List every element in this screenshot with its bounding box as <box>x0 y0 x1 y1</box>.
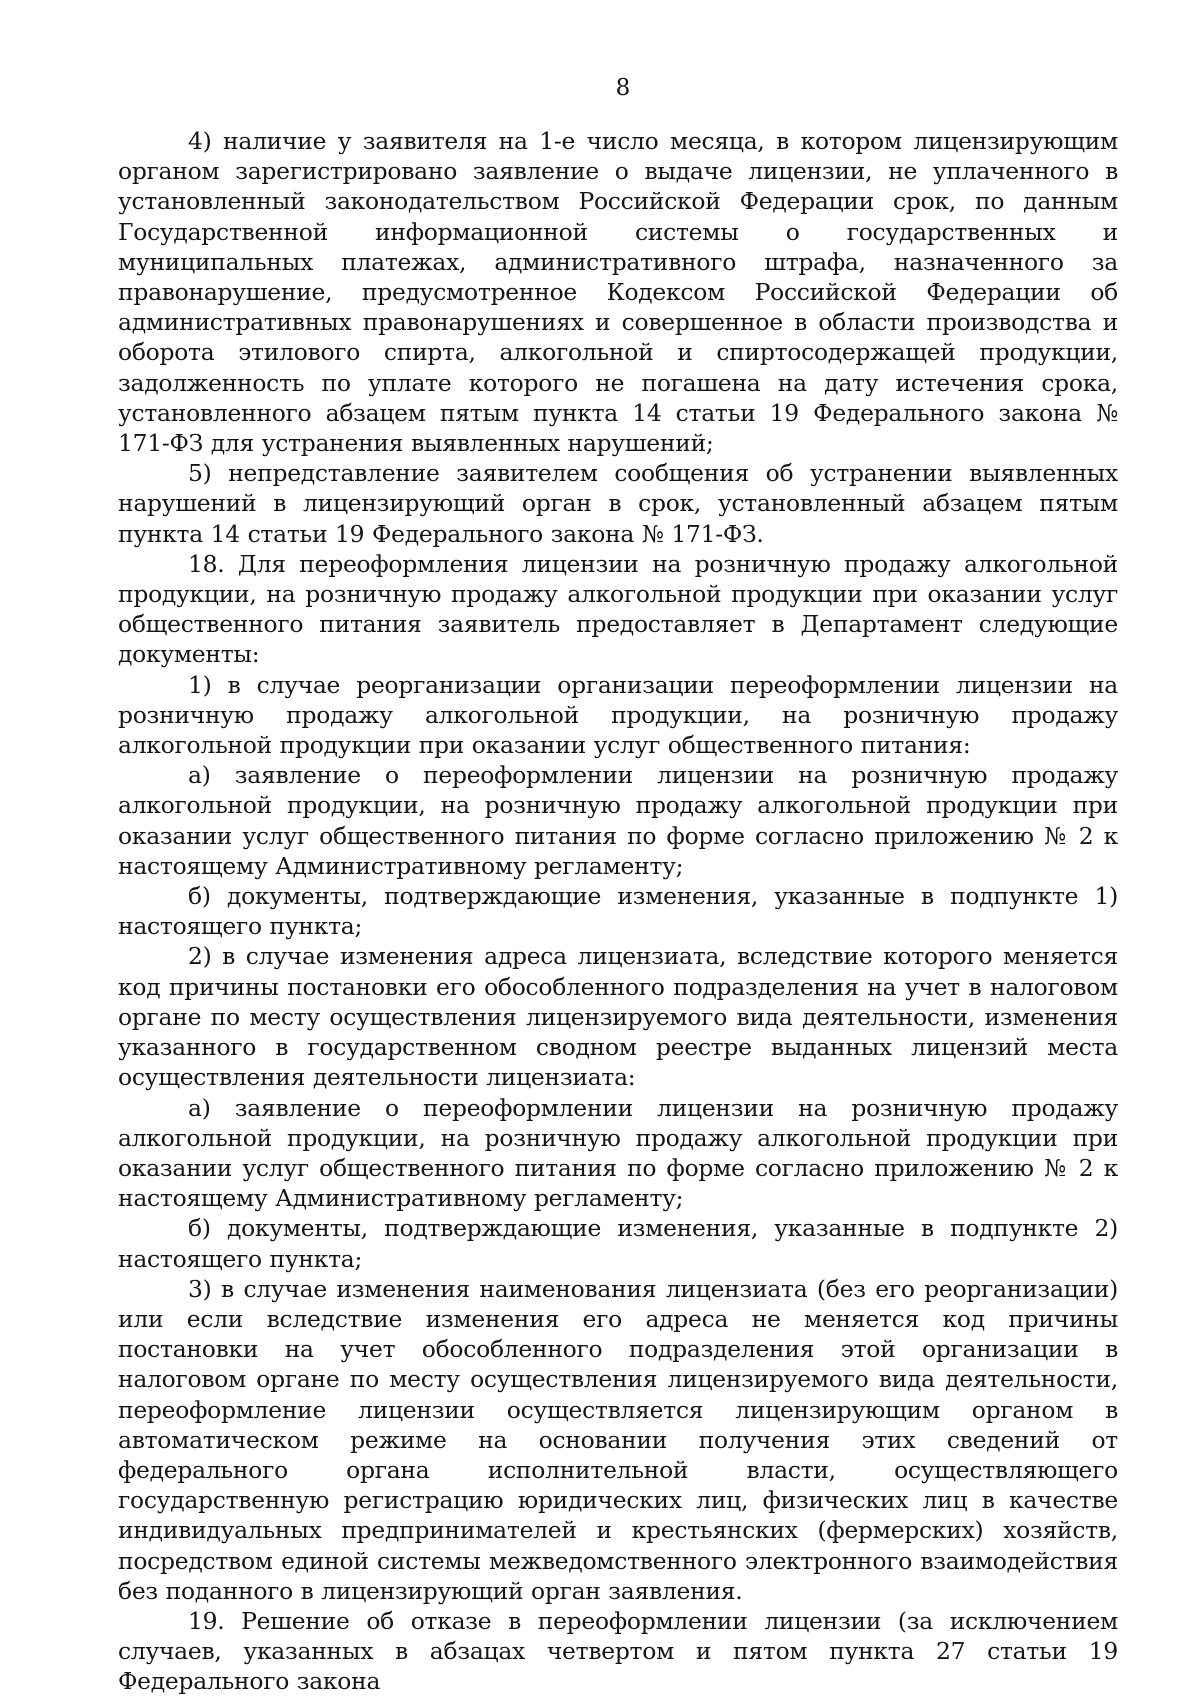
paragraph-item-5-no-violation-report: 5) непредставление заявителем сообщения об устранении выявленных нарушений в лицензирующий орган в срок, установленный абзацем пятым пункта 14 статьи 19 Федерального закона № 171-ФЗ. <box>118 459 1118 548</box>
paragraph-case-1-a-application: а) заявление о переоформлении лицензии на розничную продажу алкогольной продукции, на розничную продажу алкогольной продукции при оказании услуг общественного питания по форме согласно приложению № 2 к настоящему Административному регламенту; <box>118 761 1118 880</box>
paragraph-case-1-reorganization: 1) в случае реорганизации организации переоформлении лицензии на розничную продажу алкогольной продукции, на розничную продажу алкогольной продукции при оказании услуг общественного питания: <box>118 670 1118 760</box>
paragraph-clause-19: 19. Решение об отказе в переоформлении лицензии (за исключением случаев, указанных в абзацах четвертом и пятом пункта 27 статьи 19 Федерального закона <box>118 1606 1118 1696</box>
paragraph-case-2-b-documents: б) документы, подтверждающие изменения, указанные в подпункте 2) настоящего пункта; <box>118 1214 1118 1273</box>
page-number: 8 <box>615 75 631 101</box>
paragraph-case-3-automatic-reissue: 3) в случае изменения наименования лицензиата (без его реорганизации) или если вследствие изменения его адреса не меняется код причины постановки на учет обособленного подразделения этой организации в налоговом органе по месту осуществления лицензируемого вида деятельности, переоформление лицензии осуществляется лицензирующим органом в автоматическом режиме на основании получения этих сведений от федерального органа исполнительной власти, осуществляющего государственную регистрацию юридических лиц, физических лиц в качестве индивидуальных предпринимателей и крестьянских (фермерских) хозяйств, посредством единой системы межведомственного электронного взаимодействия без поданного в лицензирующий орган заявления. <box>118 1274 1118 1605</box>
paragraph-item-4-outstanding-fine: 4) наличие у заявителя на 1-е число месяца, в котором лицензирующим органом зарегистрировано заявление о выдаче лицензии, не уплаченного в установленный законодательством Российской Федерации срок, по данным Государственной информационной системы о государственных и муниципальных платежах, административного штрафа, назначенного за правонарушение, предусмотренное Кодексом Российской Федерации об административных правонарушениях и совершенное в области производства и оборота этилового спирта, алкогольной и спиртосодержащей продукции, задолженность по уплате которого не погашена на дату истечения срока, установленного абзацем пятым пункта 14 статьи 19 Федерального закона № 171-ФЗ для устранения выявленных нарушений; <box>118 127 1118 458</box>
paragraph-clause-18: 18. Для переоформления лицензии на розничную продажу алкогольной продукции, на розничную продажу алкогольной продукции при оказании услуг общественного питания заявитель предоставляет в Департамент следующие документы: <box>118 549 1118 669</box>
paragraph-case-2-address-change: 2) в случае изменения адреса лицензиата, вследствие которого меняется код причины постановки его обособленного подразделения на учет в налоговом органе по месту осуществления лицензируемого вида деятельности, изменения указанного в государственном сводном реестре выданных лицензий места осуществления деятельности лицензиата: <box>118 942 1118 1092</box>
paragraph-case-1-b-documents: б) документы, подтверждающие изменения, указанные в подпункте 1) настоящего пункта; <box>118 882 1118 941</box>
paragraph-case-2-a-application: а) заявление о переоформлении лицензии на розничную продажу алкогольной продукции, на розничную продажу алкогольной продукции при оказании услуг общественного питания по форме согласно приложению № 2 к настоящему Административному регламенту; <box>118 1093 1118 1213</box>
document-body <box>118 126 1118 1697</box>
